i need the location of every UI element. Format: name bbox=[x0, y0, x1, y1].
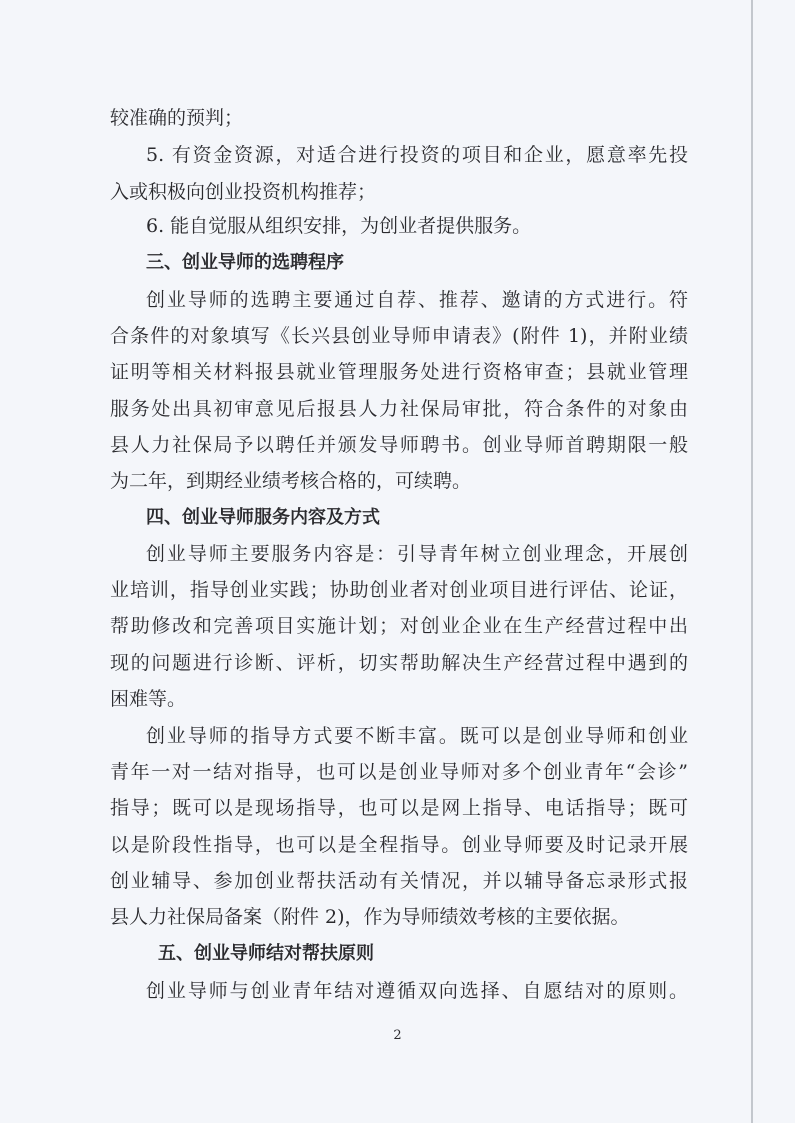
paragraph-line: 创业导师与创业青年结对遵循双向选择、自愿结对的原则。 bbox=[146, 980, 688, 1002]
paragraph-line: 以是阶段性指导，也可以是全程指导。创业导师要及时记录开展 bbox=[110, 834, 688, 856]
paragraph-line: 创业辅导、参加创业帮扶活动有关情况，并以辅导备忘录形式报 bbox=[110, 870, 688, 892]
paragraph-line: 县人力社保局予以聘任并颁发导师聘书。创业导师首聘期限一般 bbox=[110, 434, 688, 456]
paragraph-line: 困难等。 bbox=[110, 688, 187, 710]
paragraph-line: 证明等相关材料报县就业管理服务处进行资格审查；县就业管理 bbox=[110, 361, 688, 383]
scan-edge-line bbox=[751, 0, 753, 1123]
paragraph-line: 创业导师主要服务内容是：引导青年树立创业理念，开展创 bbox=[146, 543, 688, 565]
paragraph-line: 服务处出具初审意见后报县人力社保局审批，符合条件的对象由 bbox=[110, 398, 688, 420]
section-heading-5: 五、创业导师结对帮扶原则 bbox=[158, 943, 374, 964]
section-heading-4: 四、创业导师服务内容及方式 bbox=[146, 507, 380, 528]
paragraph-line: 帮助修改和完善项目实施计划；对创业企业在生产经营过程中出 bbox=[110, 615, 688, 637]
paragraph-line: 合条件的对象填写《长兴县创业导师申请表》(附件 1)，并附业绩 bbox=[110, 325, 688, 347]
paragraph-line: 业培训，指导创业实践；协助创业者对创业项目进行评估、论证， bbox=[110, 579, 688, 601]
paragraph-line: 入或积极向创业投资机构推荐； bbox=[110, 181, 377, 203]
paragraph-line: 创业导师的选聘主要通过自荐、推荐、邀请的方式进行。符 bbox=[146, 289, 688, 311]
paragraph-line: 为二年，到期经业绩考核合格的，可续聘。 bbox=[110, 470, 472, 492]
paragraph-line: 指导；既可以是现场指导，也可以是网上指导、电话指导；既可 bbox=[110, 797, 688, 819]
paragraph-line: 现的问题进行诊断、评析，切实帮助解决生产经营过程中遇到的 bbox=[110, 652, 688, 674]
paragraph-line: 较准确的预判； bbox=[110, 107, 244, 129]
paragraph-line: 县人力社保局备案（附件 2)，作为导师绩效考核的主要依据。 bbox=[110, 906, 630, 928]
list-item-5: 5. 有资金资源，对适合进行投资的项目和企业，愿意率先投 bbox=[146, 144, 688, 166]
page-number: 2 bbox=[393, 1028, 402, 1043]
paragraph-line: 创业导师的指导方式要不断丰富。既可以是创业导师和创业 bbox=[146, 725, 688, 747]
list-item-6: 6. 能自觉服从组织安排，为创业者提供服务。 bbox=[146, 215, 532, 237]
section-heading-3: 三、创业导师的选聘程序 bbox=[146, 252, 344, 273]
paragraph-line: 青年一对一结对指导，也可以是创业导师对多个创业青年“会诊” bbox=[110, 761, 688, 783]
